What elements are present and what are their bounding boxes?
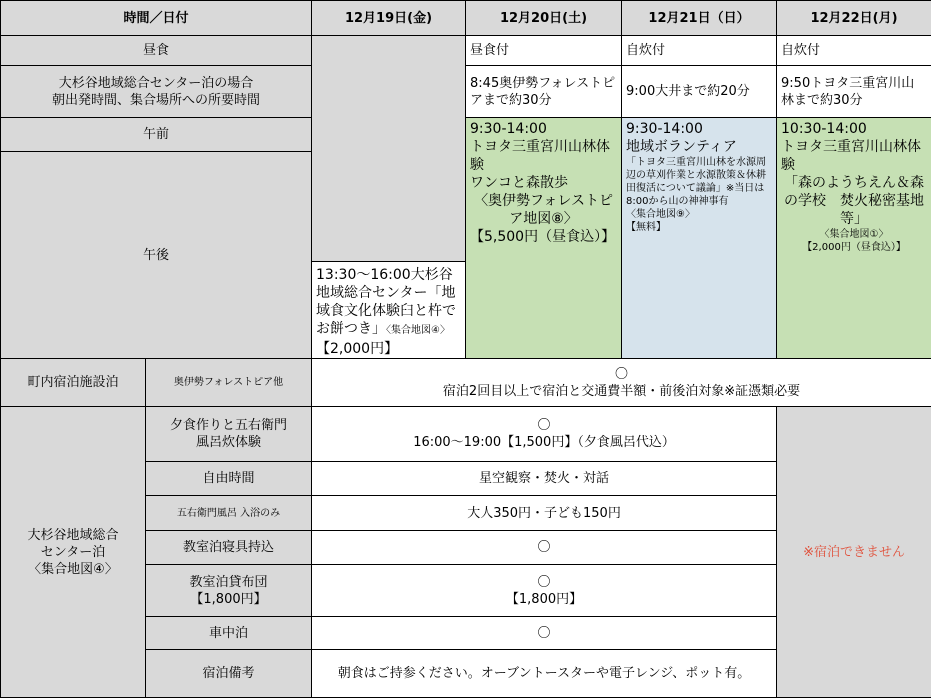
- center-lodging-label-line2: センター泊: [40, 544, 106, 560]
- departure-dec20: 8:45奥伊勢フォレストピアまで約30分: [466, 66, 622, 118]
- sun-activity-price: 【無料】: [626, 222, 667, 233]
- sun-activity-time: 9:30-14:00: [626, 121, 703, 137]
- town-lodging-text: 宿泊2回目以上で宿泊と交通費半額・前後泊対象※証憑類必要: [442, 383, 801, 399]
- mon-activity-title: トヨタ三重宮川山林体験: [781, 139, 922, 173]
- departure-label-line2: 朝出発時間、集合場所への所要時間: [52, 92, 261, 108]
- bedding-label: 教室泊寝具持込: [146, 531, 312, 565]
- futon-label-line2: 【1,800円】: [190, 591, 267, 607]
- sun-activity-desc: 「トヨタ三重宮川山林を水源周辺の草刈作業と水源散策＆休耕田復活について議論」※当日は8:00から山の神神事有: [626, 157, 767, 207]
- bath-text: 大人350円・子ども150円: [312, 496, 777, 531]
- afternoon-label: 午後: [1, 152, 312, 359]
- time-date-header: 時間／日付: [1, 1, 312, 36]
- free-time-label: 自由時間: [146, 462, 312, 496]
- mon-activity-sub: 「森のようちえん＆森の学校 焚火秘密基地等」: [784, 175, 925, 227]
- town-lodging-info: [312, 359, 931, 407]
- lunch-label: 昼食: [1, 36, 312, 66]
- mon-activity-map: 〈集合地図①〉: [819, 229, 889, 240]
- dinner-mark: 〇: [537, 418, 551, 433]
- departure-label: [1, 66, 312, 118]
- lunch-dec22: 自炊付: [777, 36, 931, 66]
- lunch-dec20: 昼食付: [466, 36, 622, 66]
- no-stay-notice: ※宿泊できません: [777, 407, 931, 698]
- notes-text: 朝食はご持参ください。オーブントースターや電子レンジ、ポット有。: [312, 650, 777, 698]
- notes-label: 宿泊備考: [146, 650, 312, 698]
- center-lodging-label-line3: 〈集合地図④〉: [28, 561, 118, 577]
- futon-price: 【1,800円】: [505, 591, 583, 607]
- date-header-dec21: 12月21日（日）: [622, 1, 777, 36]
- town-lodging-mark: 〇: [615, 366, 629, 382]
- departure-label-line1: 大杉谷地域総合センター泊の場合: [58, 75, 254, 91]
- free-time-text: 星空観察・焚火・対話: [312, 462, 777, 496]
- date-header-dec19: 12月19日(金): [312, 1, 466, 36]
- town-lodging-label: 町内宿泊施設泊: [1, 359, 146, 407]
- morning-label: 午前: [1, 118, 312, 152]
- futon-label-line1: 教室泊貸布団: [189, 574, 268, 590]
- lunch-dec21: 自炊付: [622, 36, 777, 66]
- bedding-mark: 〇: [312, 531, 777, 565]
- futon-mark: 〇: [537, 574, 551, 590]
- sat-activity-price: 【5,500円（昼食込）】: [470, 229, 616, 245]
- town-lodging-sublabel: 奥伊勢フォレストピア他: [146, 359, 312, 407]
- sat-activity-sub2: 〈奥伊勢フォレストピア地図⑧〉: [474, 193, 613, 227]
- sat-activity-title: トヨタ三重宮川山林体験: [470, 139, 611, 173]
- bath-label: 五右衛門風呂 入浴のみ: [146, 496, 312, 531]
- mon-activity-time: 10:30-14:00: [781, 121, 867, 137]
- sat-activity-time: 9:30-14:00: [470, 121, 547, 137]
- dec19-afternoon-price: 【2,000円】: [316, 341, 399, 357]
- dinner-label-line2: 風呂炊体験: [196, 435, 262, 450]
- dinner-text: 16:00～19:00【1,500円】（夕食風呂代込）: [413, 435, 675, 450]
- car-stay-mark: 〇: [312, 617, 777, 650]
- sat-activity: [466, 118, 622, 359]
- center-lodging-label: [1, 407, 146, 698]
- dinner-label: [146, 407, 312, 462]
- sat-activity-sub1: ワンコと森散歩: [470, 175, 569, 191]
- dinner-info: [312, 407, 777, 462]
- dec19-afternoon-map: 〈集合地図④〉: [386, 325, 450, 336]
- sun-activity: [622, 118, 777, 359]
- date-header-dec20: 12月20日(土): [466, 1, 622, 36]
- dec19-afternoon: [312, 262, 466, 359]
- departure-dec21: 9:00大井まで約20分: [622, 66, 777, 118]
- futon-info: [312, 565, 777, 617]
- dinner-label-line1: 夕食作りと五右衛門: [170, 418, 288, 433]
- mon-activity-price: 【2,000円（昼食込）】: [802, 242, 906, 253]
- mon-activity: [777, 118, 931, 359]
- center-lodging-label-line1: 大杉谷地域総合: [27, 527, 119, 543]
- sun-activity-title: 地域ボランティア: [626, 139, 737, 155]
- sun-activity-map: 〈集合地図⑨〉: [626, 209, 695, 220]
- departure-dec22: 9:50トヨタ三重宮川山林まで約30分: [777, 66, 931, 118]
- dec19-afternoon-main: 13:30～16:00大杉谷地域総合センター「地域食文化体験臼と杵でお餅つき」: [316, 267, 457, 337]
- futon-label: [146, 565, 312, 617]
- dec19-morning-blank: [312, 36, 466, 262]
- car-stay-label: 車中泊: [146, 617, 312, 650]
- date-header-dec22: 12月22日(月): [777, 1, 931, 36]
